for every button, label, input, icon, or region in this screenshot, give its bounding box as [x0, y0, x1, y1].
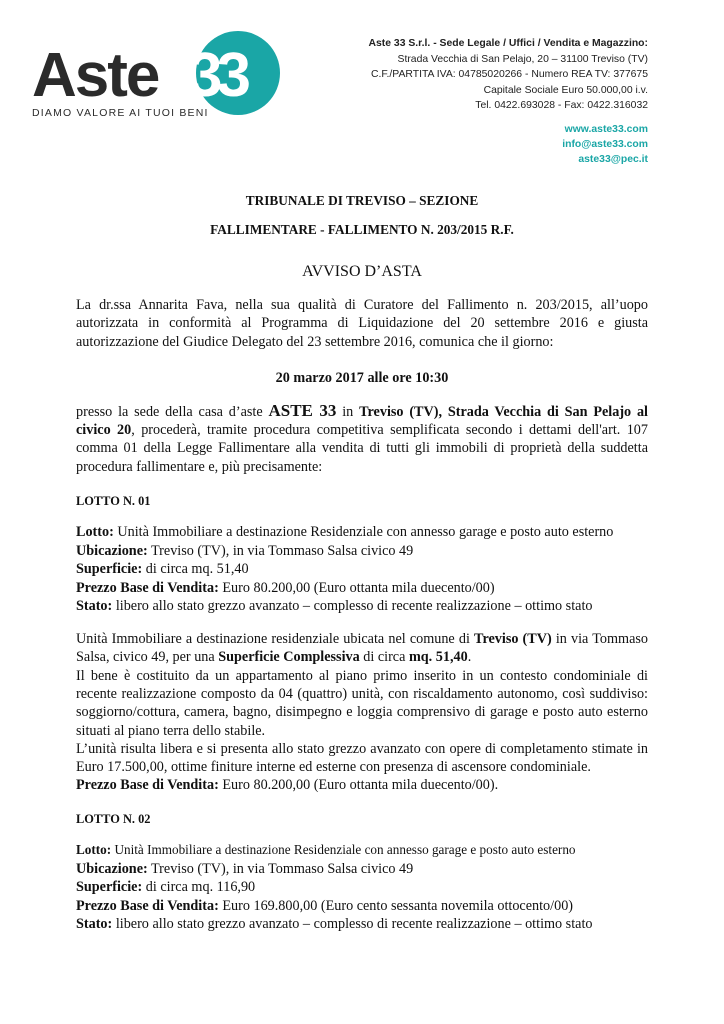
- value: Treviso (TV), in via Tommaso Salsa civico 49: [147, 542, 414, 559]
- pec-email-link[interactable]: aste33@pec.it: [578, 154, 648, 165]
- lotto-2-details: [76, 841, 648, 934]
- text: Treviso (TV): [474, 631, 552, 648]
- website-link[interactable]: www.aste33.com: [564, 124, 648, 135]
- stato-row: [76, 597, 648, 616]
- svg-text:Aste: Aste: [32, 41, 159, 110]
- value: Euro 169.800,00 (Euro cento sessanta novemila ottocento/00): [218, 897, 574, 914]
- lotto-1-heading: LOTTO N. 01: [76, 494, 151, 509]
- value: Euro 80.200,00 (Euro ottanta mila duecento/00).: [218, 777, 499, 794]
- tribunal-heading-1: TRIBUNALE DI TREVISO – SEZIONE: [245, 193, 479, 208]
- ubicazione-row: [76, 542, 648, 561]
- email-link[interactable]: info@aste33.com: [562, 139, 648, 150]
- text: , procederà, tramite procedura competitiva semplificata secondo i dettami dell'art. 107 comma 01 della Legge Fallimentare alla vendita di tutti gli immobili di proprietà della suddetta procedura fallimentare e, più precisamente:: [76, 422, 648, 475]
- label: Lotto:: [76, 524, 114, 541]
- company-info: [369, 36, 648, 114]
- label: Ubicazione:: [76, 542, 148, 559]
- lotto-row: [76, 841, 648, 860]
- document-title: AVVISO D’ASTA: [302, 263, 422, 280]
- value: di circa mq. 116,90: [142, 879, 256, 896]
- tribunal-heading-2: FALLIMENTARE - FALLIMENTO N. 203/2015 R.F.: [210, 222, 514, 237]
- label: Prezzo Base di Vendita:: [76, 579, 219, 596]
- label: Prezzo Base di Vendita:: [76, 777, 219, 794]
- text: presso la sede della casa d’aste: [76, 403, 269, 420]
- company-line: Aste 33 S.r.l. - Sede Legale / Uffici / Vendita e Magazzino:: [368, 38, 648, 49]
- company-line: Capitale Sociale Euro 50.000,00 i.v.: [483, 84, 648, 96]
- description-paragraph: Il bene è costituito da un appartamento al piano primo inserito in un contesto condominiale di recente realizzazione composto da 04 (quattro) unità, con riscaldamento autonomo, così suddiviso: soggiorno/cottura, camera, bagno, disimpegno e loggia comprensivo di garage e posto auto esterno situati al piano terra dello stabile.: [76, 667, 648, 739]
- company-line: Tel. 0422.693028 - Fax: 0422.316032: [475, 100, 648, 111]
- label: Superficie:: [76, 879, 143, 896]
- text: in via Tommaso Salsa, civico 49, per una: [76, 631, 648, 666]
- lotto-1-details: [76, 523, 648, 616]
- intro-paragraph: La dr.ssa Annarita Fava, nella sua qualità di Curatore del Fallimento n. 203/2015, all’uopo autorizzata in conformità al Programma di Liquidazione del 20 settembre 2016 e giusta autorizzazione del Giudice Delegato del 23 settembre 2016, comunica che il giorno:: [76, 297, 648, 350]
- ubicazione-row: [76, 860, 648, 879]
- aste33-logo: [30, 28, 280, 123]
- lotto-row: [76, 523, 648, 542]
- label: Lotto:: [76, 842, 112, 858]
- value: libero allo stato grezzo avanzato – complesso di recente realizzazione – ottimo stato: [112, 598, 593, 615]
- text: mq. 51,40: [408, 649, 468, 666]
- stato-row: [76, 915, 648, 934]
- svg-text:DIAMO VALORE AI TUOI BENI: DIAMO VALORE AI TUOI BENI: [32, 107, 209, 119]
- company-line: Strada Vecchia di San Pelajo, 20 – 31100 Treviso (TV): [397, 53, 648, 65]
- document-body: [76, 186, 648, 934]
- value: libero allo stato grezzo avanzato – complesso di recente realizzazione – ottimo stato: [112, 916, 593, 933]
- label: Superficie:: [76, 561, 143, 578]
- label: Stato:: [76, 916, 113, 933]
- label: Stato:: [76, 598, 113, 615]
- description-paragraph: [76, 630, 648, 667]
- text: in: [336, 403, 360, 420]
- location-paragraph: [76, 402, 648, 476]
- superficie-row: [76, 560, 648, 579]
- text: .: [467, 649, 472, 666]
- prezzo-row: [76, 897, 648, 916]
- superficie-row: [76, 878, 648, 897]
- prezzo-row: [76, 579, 648, 598]
- svg-text:33: 33: [188, 41, 245, 110]
- value: Treviso (TV), in via Tommaso Salsa civico 49: [147, 860, 414, 877]
- text: Unità Immobiliare a destinazione residenziale ubicata nel comune di: [76, 631, 475, 648]
- contacts: [562, 122, 648, 167]
- lotto-1-description: [76, 630, 648, 795]
- company-line: C.F./PARTITA IVA: 04785020266 - Numero REA TV: 377675: [370, 69, 648, 80]
- description-paragraph: L’unità risulta libera e si presenta allo stato grezzo avanzato con opere di completamento stimate in Euro 17.500,00, ottime finiture interne ed esterne con presenza di ascensore condominiale.: [76, 740, 648, 776]
- value: Unità Immobiliare a destinazione Residenziale con annesso garage e posto auto esterno: [113, 524, 614, 541]
- value: Unità Immobiliare a destinazione Residenziale con annesso garage e posto auto esterno: [111, 842, 576, 858]
- label: Ubicazione:: [76, 860, 148, 877]
- prezzo-row: [76, 776, 648, 795]
- brand-name: ASTE 33: [268, 400, 337, 420]
- label: Prezzo Base di Vendita:: [76, 897, 219, 914]
- auction-date: 20 marzo 2017 alle ore 10:30: [275, 369, 449, 386]
- auction-place: Treviso (TV), Strada Vecchia di San Pelajo al civico 20: [76, 403, 648, 439]
- text: Superficie Complessiva: [218, 649, 360, 666]
- lotto-2-heading: LOTTO N. 02: [76, 812, 151, 827]
- text: di circa: [359, 649, 409, 666]
- value: Euro 80.200,00 (Euro ottanta mila duecento/00): [218, 579, 495, 596]
- value: di circa mq. 51,40: [142, 561, 249, 578]
